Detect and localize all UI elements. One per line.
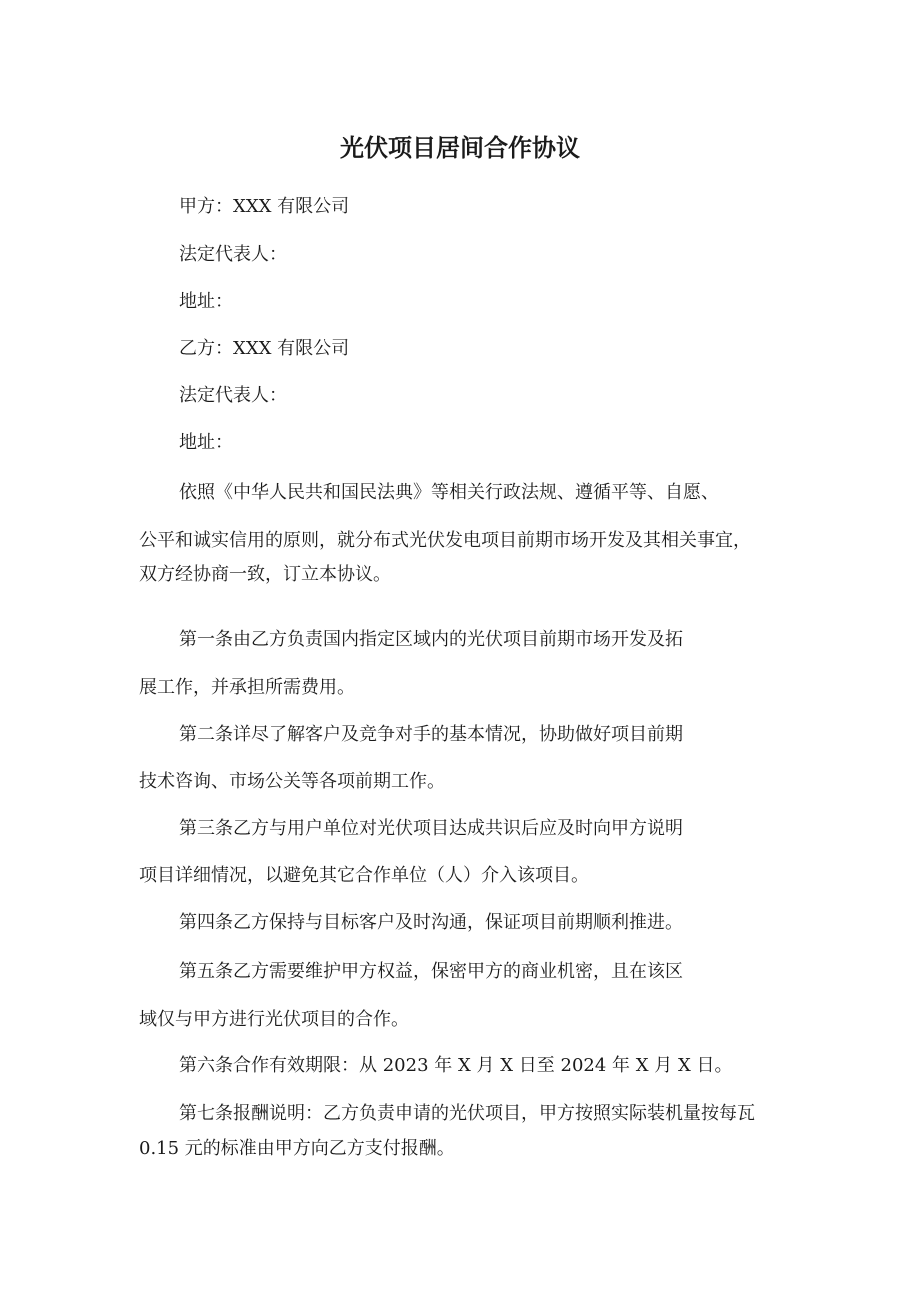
article-2-line-1: 第二条详尽了解客户及竞争对手的基本情况，协助做好项目前期 [179,724,683,745]
article-7-line-2: 0.15 元的标准由甲方向乙方支付报酬。 [139,1138,455,1159]
article-2-line-2: 技术咨询、市场公关等各项前期工作。 [139,771,445,792]
article-3-line-2: 项目详细情况，以避免其它合作单位（人）介入该项目。 [139,865,589,886]
article-3-line-1: 第三条乙方与用户单位对光伏项目达成共识后应及时向甲方说明 [179,818,683,839]
preamble-line-1: 依照《中华人民共和国民法典》等相关行政法规、遵循平等、自愿、 [179,482,719,503]
article-5-line-2: 域仅与甲方进行光伏项目的合作。 [139,1009,409,1030]
article-4-line-1: 第四条乙方保持与目标客户及时沟通，保证项目前期顺利推进。 [179,912,683,933]
party-b-name: 乙方：XXX 有限公司 [179,338,350,359]
article-1-line-1: 第一条由乙方负责国内指定区域内的光伏项目前期市场开发及拓 [179,629,683,650]
preamble-line-3: 双方经协商一致，订立本协议。 [139,564,391,585]
party-b-address: 地址： [179,432,233,453]
preamble-line-2: 公平和诚实信用的原则，就分布式光伏发电项目前期市场开发及其相关事宜， [139,530,751,551]
document-title: 光伏项目居间合作协议 [340,134,580,162]
party-a-name: 甲方：XXX 有限公司 [179,196,350,217]
article-5-line-1: 第五条乙方需要维护甲方权益，保密甲方的商业机密，且在该区 [179,961,683,982]
party-a-address: 地址： [179,291,233,312]
party-a-representative: 法定代表人： [179,244,287,265]
article-6-line-1: 第六条合作有效期限：从 2023 年 X 月 X 日至 2024 年 X 月 X 日。 [179,1055,733,1076]
article-1-line-2: 展工作，并承担所需费用。 [139,677,355,698]
party-b-representative: 法定代表人： [179,385,287,406]
article-7-line-1: 第七条报酬说明：乙方负责申请的光伏项目，甲方按照实际装机量按每瓦 [179,1103,755,1124]
